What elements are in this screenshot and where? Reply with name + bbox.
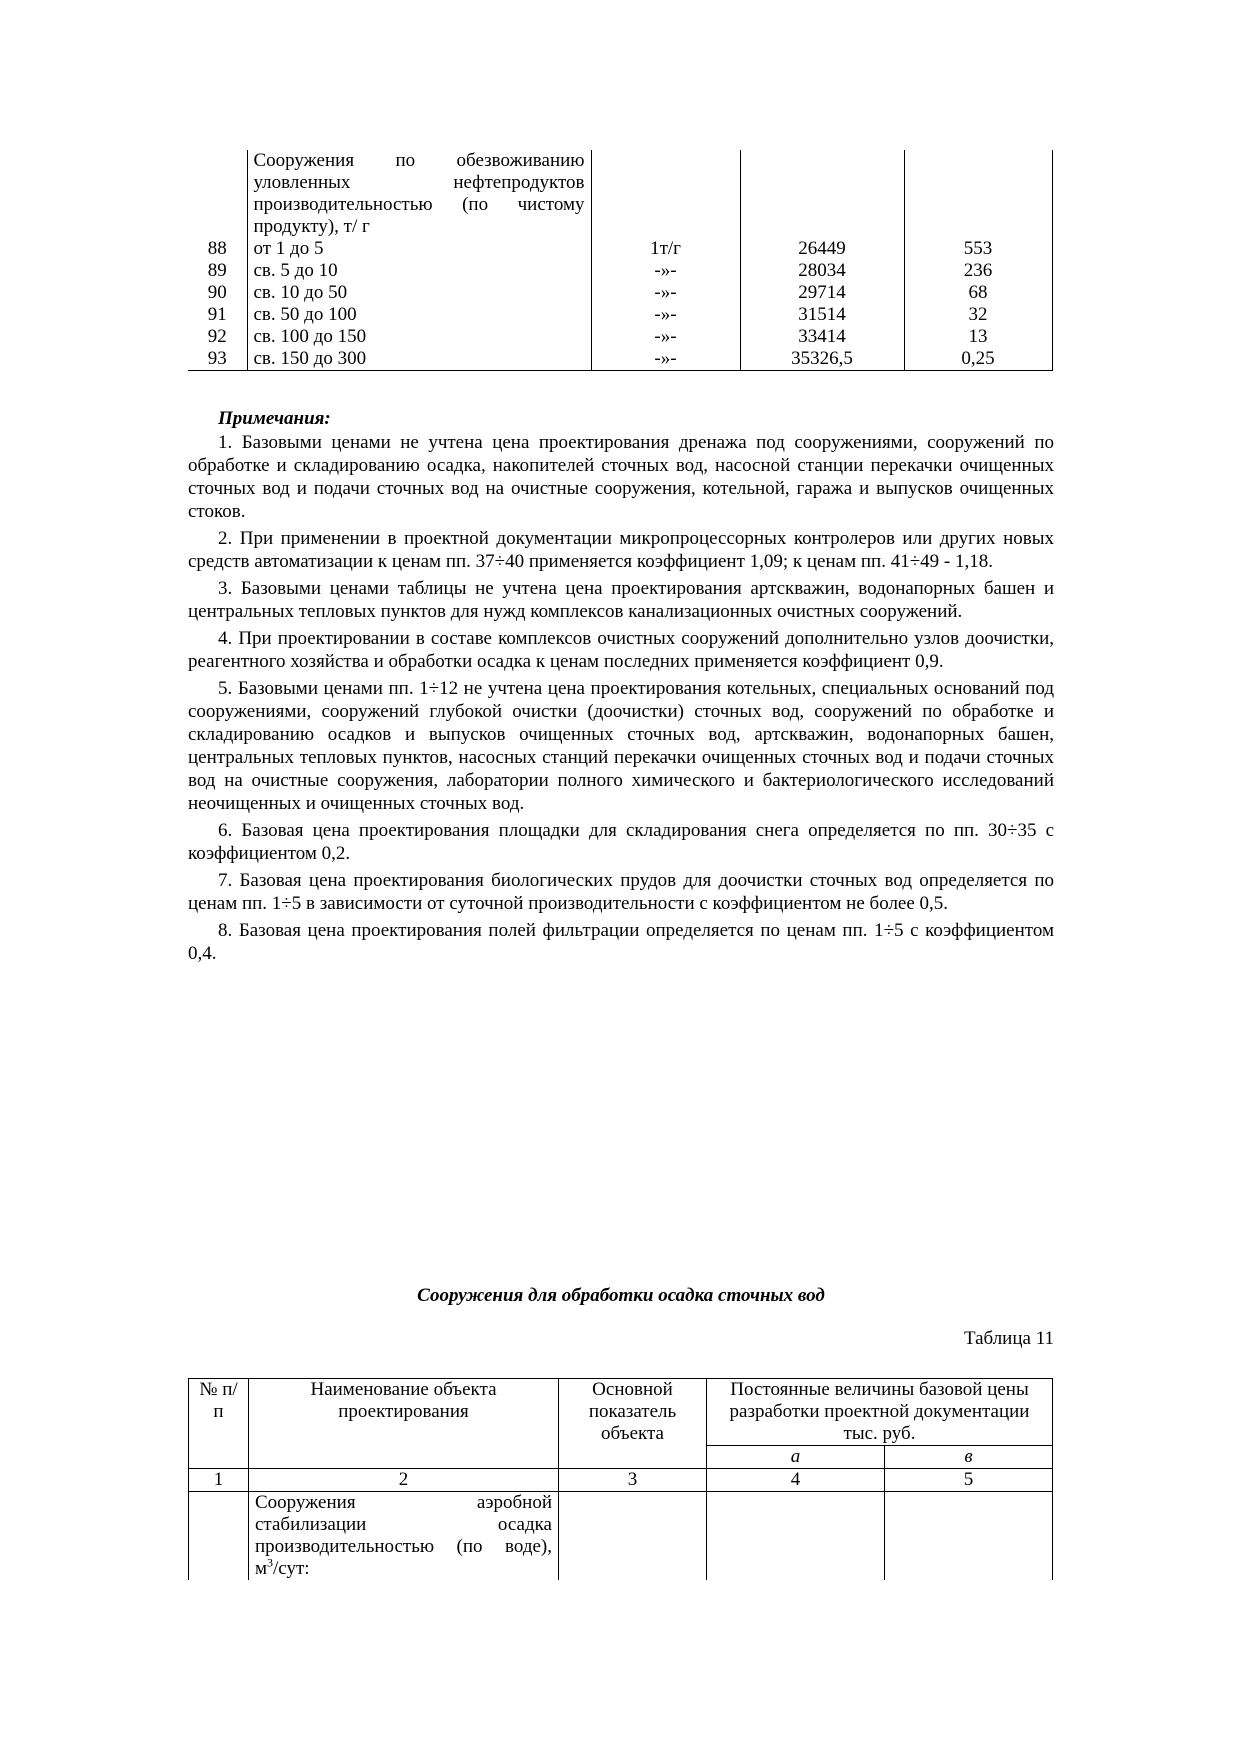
table-row-group-header	[188, 150, 1052, 238]
continued-price-table	[188, 150, 1053, 371]
notes-heading: Примечания:	[218, 408, 331, 429]
table-row: 93 св. 150 до 300 -»- 35326,5 0,25	[188, 348, 1052, 371]
table-row: 88 от 1 до 5 1т/г 26449 553	[188, 238, 1052, 260]
table-label: Таблица 11	[963, 1328, 1054, 1349]
table-row: 91 св. 50 до 100 -»- 31514 32	[188, 304, 1052, 326]
table-row	[189, 1492, 1053, 1581]
group-header-cell: Сооружения аэробной стабилизации осадка производительностью (по воде), $м^3$/сут:	[249, 1492, 559, 1581]
table-11	[188, 1378, 1053, 1580]
header-num: № п/п	[189, 1379, 249, 1469]
subheader-a: а	[707, 1446, 885, 1469]
note-item: 2. При применении в проектной документации микропроцессорных контролеров или других новых средств автоматизации к ценам пп. 37÷40 применяется коэффициент 1,09; к ценам пп. 41÷49 - 1,18.	[188, 528, 1054, 572]
group-header-cell: Сооружения по обезвоживанию уловленных нефтепродуктов производительностью (по чистому продукту), т/ г	[247, 150, 591, 238]
table-row: 92 св. 100 до 150 -»- 33414 13	[188, 326, 1052, 348]
subheader-b: в	[885, 1446, 1053, 1469]
note-item: 6. Базовая цена проектирования площадки для складирования снега определяется по пп. 30÷35 с коэффициентом 0,2.	[188, 820, 1054, 864]
note-item: 8. Базовая цена проектирования полей фильтрации определяется по ценам пп. 1÷5 с коэффициентом 0,4.	[188, 920, 1054, 964]
note-item: 4. При проектировании в составе комплексов очистных сооружений дополнительно узлов доочистки, реагентного хозяйства и обработки осадка к ценам последних применяется коэффициент 0,9.	[188, 628, 1054, 672]
table-header-row	[189, 1379, 1053, 1446]
column-numbers-row: 1 2 3 4 5	[189, 1469, 1053, 1492]
header-indicator: Основной показатель объекта	[559, 1379, 707, 1469]
note-item: 1. Базовыми ценами не учтена цена проектирования дренажа под сооружениями, сооружений по обработке и складированию осадка, накопителей сточных вод, насосной станции перекачки очищенных сточных вод и подачи сточных вод на очистные сооружения, котельной, гаража и выпусков очищенных стоков.	[188, 432, 1054, 522]
note-item: 7. Базовая цена проектирования биологических прудов для доочистки сточных вод определяется по ценам пп. 1÷5 в зависимости от суточной производительности с коэффициентом не более 0,5.	[188, 870, 1054, 914]
header-name: Наименование объекта проектирования	[249, 1379, 559, 1469]
note-item: 5. Базовыми ценами пп. 1÷12 не учтена цена проектирования котельных, специальных оснований под сооружениями, сооружений глубокой очистки (доочистки) сточных вод, сооружений по обработке и складированию осадков и выпусков очищенных сточных вод, артскважин, водонапорных башен, центральных тепловых пунктов, насосных станций перекачки очищенных сточных вод и подачи сточных вод на очистные сооружения, лаборатории полного химического и бактериологического исследований неочищенных и очищенных сточных вод.	[188, 678, 1054, 814]
table-row: 89 св. 5 до 10 -»- 28034 236	[188, 260, 1052, 282]
note-item: 3. Базовыми ценами таблицы не учтена цена проектирования артскважин, водонапорных башен и центральных тепловых пунктов для нужд комплексов канализационных очистных сооружений.	[188, 578, 1054, 622]
section-title: Сооружения для обработки осадка сточных вод	[417, 1285, 825, 1306]
notes-section	[188, 407, 1054, 969]
header-prices: Постоянные величины базовой цены разработки проектной документации тыс. руб.	[707, 1379, 1053, 1446]
table-row: 90 св. 10 до 50 -»- 29714 68	[188, 282, 1052, 304]
